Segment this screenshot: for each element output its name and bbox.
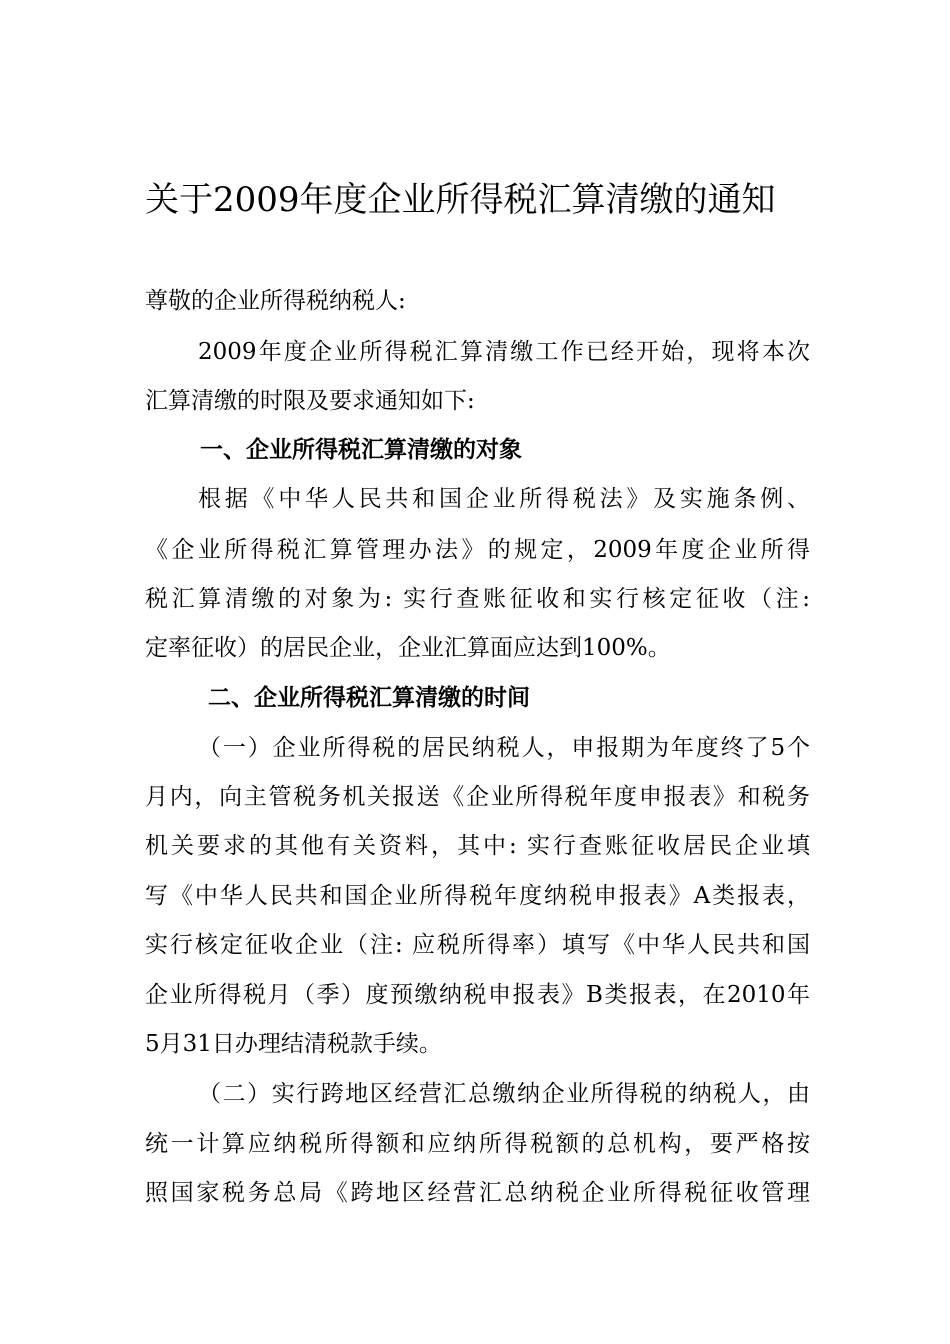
section-2-item-2-line-2: 统一计算应纳税所得额和应纳所得税额的总机构，要严格按 xyxy=(145,1131,810,1157)
section-1-line-1: 根据《中华人民共和国企业所得税法》及实施条例、 xyxy=(198,486,810,512)
salutation: 尊敬的企业所得税纳税人: xyxy=(145,288,406,314)
intro-line-1: 2009年度企业所得税汇算清缴工作已经开始，现将本次 xyxy=(198,339,810,365)
section-2-item-1-line-2: 月内，向主管税务机关报送《企业所得税年度申报表》和税务 xyxy=(145,784,810,810)
section-2-item-1-line-5: 实行核定征收企业（注: 应税所得率）填写《中华人民共和国 xyxy=(145,932,810,958)
intro-line-2: 汇算清缴的时限及要求通知如下: xyxy=(145,388,475,414)
section-1-line-2: 《企业所得税汇算管理办法》的规定，2009年度企业所得 xyxy=(145,537,810,563)
section-1-heading: 一、企业所得税汇算清缴的对象 xyxy=(200,436,522,463)
section-2-item-1-line-1: （一）企业所得税的居民纳税人，申报期为年度终了5个 xyxy=(198,735,810,761)
section-2-item-2-line-1: （二）实行跨地区经营汇总缴纳企业所得税的纳税人，由 xyxy=(198,1081,810,1107)
section-2-item-1-line-7: 5月31日办理结清税款手续。 xyxy=(145,1031,442,1057)
section-2-item-2-line-3: 照国家税务总局《跨地区经营汇总纳税企业所得税征收管理 xyxy=(145,1180,810,1206)
document-title: 关于2009年度企业所得税汇算清缴的通知 xyxy=(145,180,776,220)
section-2-item-1-line-4: 写《中华人民共和国企业所得税年度纳税申报表》A类报表， xyxy=(145,883,810,909)
section-2-heading: 二、企业所得税汇算清缴的时间 xyxy=(208,684,530,711)
section-1-line-3: 税汇算清缴的对象为: 实行查账征收和实行核定征收（注: xyxy=(145,586,810,612)
section-1-line-4: 定率征收）的居民企业，企业汇算面应达到100%。 xyxy=(145,635,671,661)
section-2-item-1-line-6: 企业所得税月（季）度预缴纳税申报表》B类报表，在2010年 xyxy=(145,982,810,1008)
section-2-item-1-line-3: 机关要求的其他有关资料，其中: 实行查账征收居民企业填 xyxy=(145,833,810,859)
